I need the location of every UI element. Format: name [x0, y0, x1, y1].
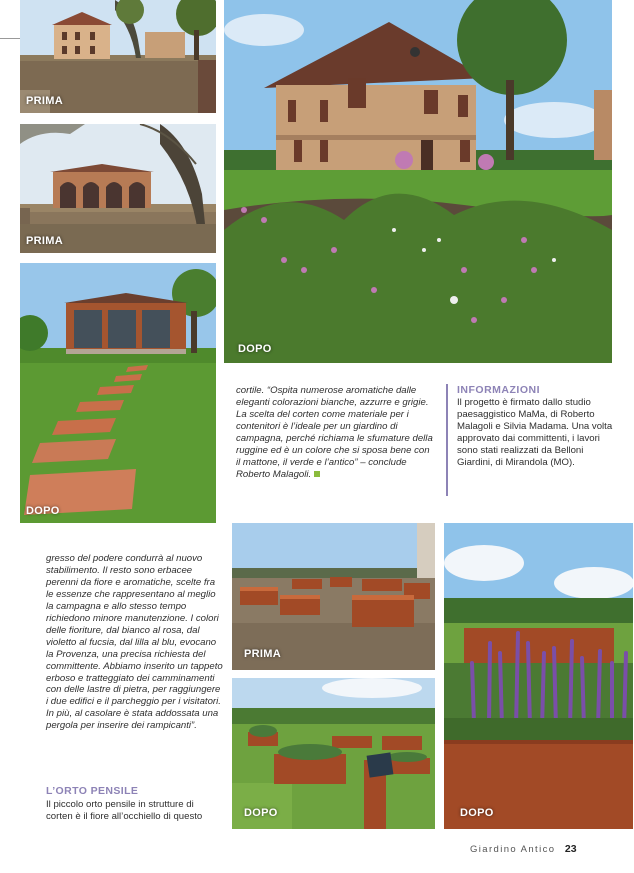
main-text: gresso del podere condurrà al nuovo stabilimento. Il resto sono erbacee perenni da fiore e aromatiche, scelte fra le essenze che rappresentano al meglio la campagna e allo stesso tempo richiedono minore manutenzione. I colori delle fioriture, dal bianco al rosa, dal violetto al fucsia, dal lilla al blu, evocano la Provenza, una precisa richiesta del committente. Abbiamo inserito un tappeto erboso e tratteggiato dei camminamenti con delle lastre di pietra, per raggiungere i due edifici e il parcheggio per i visitatori. In più, al casolare è stata addossata una pergola per inserire dei rampicanti”.	[46, 553, 223, 732]
photo-before-barn	[20, 124, 216, 253]
footer	[470, 839, 620, 857]
quote-paragraph	[236, 385, 436, 481]
end-of-article-mark	[314, 471, 320, 477]
label-dopo-2: DOPO	[238, 343, 272, 355]
photo-after-salvia	[444, 523, 633, 829]
label-dopo-1: DOPO	[26, 505, 60, 517]
main-paragraph	[46, 553, 224, 732]
footer-magazine-name: Giardino Antico	[470, 844, 556, 855]
info-box	[446, 384, 617, 496]
label-dopo-4: DOPO	[460, 807, 494, 819]
info-text: Il progetto è firmato dallo studio paesaggistico MaMa, di Roberto Malagoli e Silvia Madama. Una volta approvato dai committenti, i lavori sono stati realizzati da Belloni Giardini, di Mirandola (MO).	[457, 397, 613, 468]
label-dopo-3: DOPO	[244, 807, 278, 819]
photo-after-house	[224, 0, 612, 363]
label-prima-2: PRIMA	[26, 235, 63, 247]
page-number: 23	[564, 843, 577, 855]
photo-after-pergola	[20, 263, 216, 523]
label-prima-3: PRIMA	[244, 648, 281, 660]
label-prima-1: PRIMA	[26, 95, 63, 107]
section-title: L’ORTO PENSILE	[46, 785, 139, 797]
info-title: INFORMAZIONI	[457, 384, 540, 396]
section-text: Il piccolo orto pensile in strutture di corten è il fiore all’occhiello di questo	[46, 799, 203, 822]
top-rule	[0, 38, 20, 39]
photo-before-farmhouse	[20, 0, 216, 113]
quote-text: cortile. “Ospita numerose aromatiche dalle eleganti colorazioni bianche, azzurre e grigie. La scelta del corten come materiale per i contenitori è l’ideale per un giardino di campagna, perché richiama le sfumature della ruggine ed è un colore che si sposa bene con il mattone, il verde e l’antico” – conclude Roberto Malagoli.	[236, 385, 433, 480]
photo-after-beds	[232, 678, 435, 829]
photo-before-beds	[232, 523, 435, 670]
